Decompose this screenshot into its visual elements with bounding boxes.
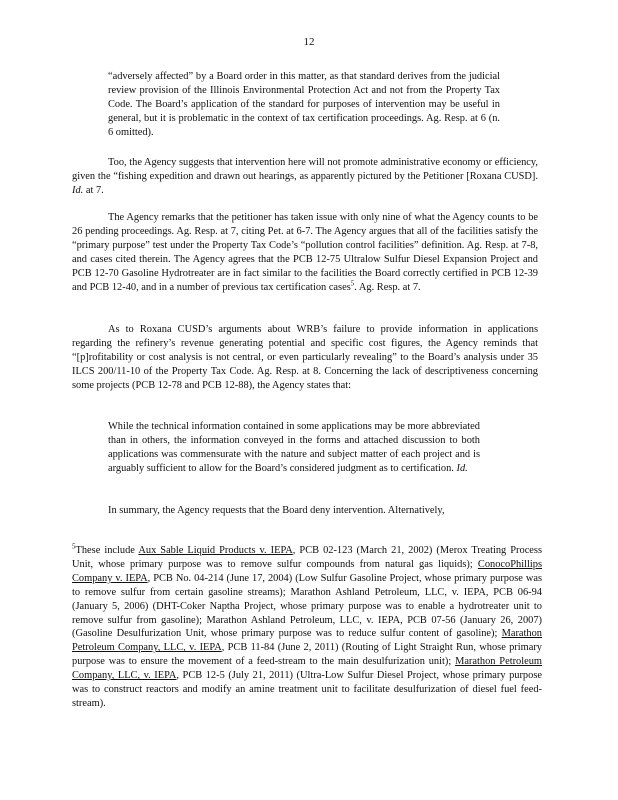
footnote-5 (72, 544, 542, 711)
case-citation: ConocoPhillips Company v. IEPA (72, 558, 542, 584)
paragraph-economy-pin: at 7. (85, 184, 104, 196)
footnote-text: , PCB No. 04-214 (June 17, 2004) (Low Sulfur Gasoline Project, whose primary purpose was to remove sulfur from certain gasoline streams); Marathon Ashland Petroleum, LLC, v. IEPA, PCB 06-94 (January 5, 2006) (DHT-Coker Naptha Project, whose primary purpose was to enable a hydrotreater unit to remove sulfur from gasoline); Marathon Ashland Petroleum, LLC, v. IEPA, PCB 07-56 (January 26, 2007) (Gasoline Desulfurization Unit, whose primary purpose was to reduce sulfur content of gasoline); (72, 572, 542, 640)
paragraph-summary: In summary, the Agency requests that the Board deny intervention. Alternatively, (108, 505, 445, 516)
page-number: 12 (303, 36, 315, 48)
block-quote-text: While the technical information contained in some applications may be more abbreviated than in others, the information conveyed in the forms and attached discussion to both applications was commensurate with the nature and subject matter of each project and is arguably sufficient to allow for the Board’s considered judgment as to certification. (108, 421, 480, 474)
id-citation: Id. (456, 462, 468, 474)
paragraph-economy (72, 156, 538, 198)
paragraph-agency-remarks (72, 211, 538, 294)
footnote-text: , PCB 02-123 (March 21, 2002) (Merox Treating Process Unit, whose primary purpose was to remove sulfur compounds from natural gas liquids); (72, 545, 543, 570)
paragraph-roxana-arguments: As to Roxana CUSD’s arguments about WRB’s failure to provide information in applications regarding the refinery’s revenue generating potential and specific cost figures, the Agency reminds that “[p]rofitability or cost analysis is not central, or even particularly revealing” to the Board’s analysis under 35 ILCS 200/11-10 of the Property Tax Code. Ag. Resp. at 8. Concerning the lack of descriptiveness concerning some projects (PCB 12-78 and PCB 12-88), the Agency states that: (72, 324, 538, 391)
footnote-text: These include (75, 545, 139, 556)
id-citation: Id. (72, 184, 84, 196)
footnote-reference: 5 (350, 279, 355, 288)
footnote-marker: 5 (72, 542, 76, 551)
paragraph-agency-remarks-text: The Agency remarks that the petitioner has taken issue with only nine of what the Agency counts to be 26 pending proceedings. Ag. Resp. at 7, citing Pet. at 6-7. The Agency argues that all of the facilities satisfy the “primary purpose” test under the Property Tax Code’s “pollution control facilities” definition. Ag. Resp. at 7-8, and cases cited therein. The Agency agrees that the PCB 12-75 Ultralow Sulfur Diesel Expansion Project and PCB 12-70 Gasoline Hydrotreater are in fact similar to the facilities the Board correctly certified in PCB 12-39 and PCB 12-40, and in a number of previous tax certification cases (72, 212, 538, 293)
footnote-text: , PCB 11-84 (June 2, 2011) (Routing of Light Straight Run, whose primary purpose was to ensure the movement of a feed-stream to the main desulfurization unit); (72, 642, 543, 668)
footnote-text: , PCB 12-5 (July 21, 2011) (Ultra-Low Sulfur Diesel Project, whose primary purpose was to construct reactors and modify an amine treatment unit to facilitate desulfurization of diesel fuel feed-stream). (72, 670, 542, 709)
case-citation: Marathon Petroleum Company, LLC, v. IEPA (72, 656, 543, 682)
block-quote-continuation: “adversely affected” by a Board order in this matter, as that standard derives from the judicial review provision of the Illinois Environmental Protection Act and not from the Property Tax Code. The Board’s application of the standard for purposes of intervention may be useful in general, but it is problematic in the context of tax certification proceedings. Ag. Resp. at 6 (n. 6 omitted). (108, 71, 500, 138)
case-citation: Marathon Petroleum Company, LLC, v. IEPA (72, 628, 542, 654)
paragraph-agency-remarks-cite: . Ag. Resp. at 7. (354, 281, 421, 293)
case-citation: Aux Sable Liquid Products v. IEPA (138, 545, 293, 556)
paragraph-economy-text: Too, the Agency suggests that intervention here will not promote administrative economy or efficiency, given the “fishing expedition and drawn out hearings, as apparently pictured by the Petitioner [Roxana CUSD]. (72, 157, 538, 182)
block-quote-technical-information (108, 420, 480, 476)
